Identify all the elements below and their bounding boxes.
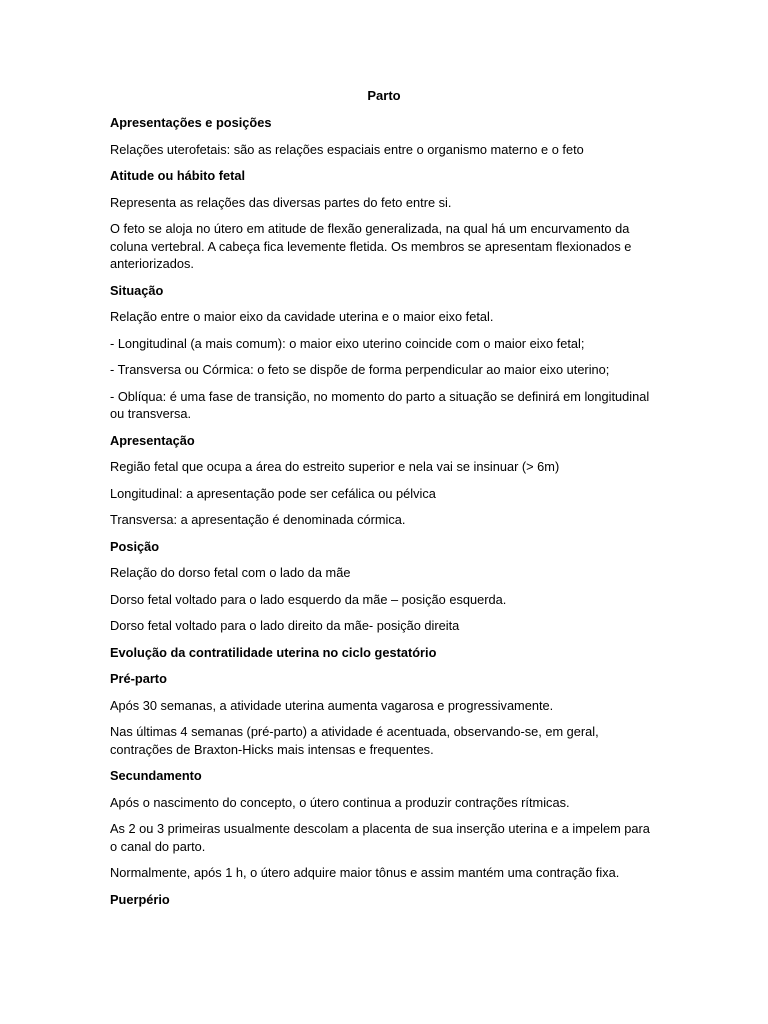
- section-heading: Puerpério: [110, 891, 170, 907]
- section-heading: Posição: [110, 538, 160, 554]
- paragraph: Após 30 semanas, a atividade uterina aumenta vagarosa e progressivamente.: [110, 697, 554, 713]
- document-title: Parto: [367, 88, 401, 103]
- paragraph: Relação entre o maior eixo da cavidade uterina e o maior eixo fetal.: [110, 309, 494, 324]
- paragraph: Representa as relações das diversas partes do feto entre si.: [110, 194, 452, 210]
- list-item: - Transversa ou Córmica: o feto se dispõe de forma perpendicular ao maior eixo uterino;: [110, 362, 610, 377]
- section-heading: Secundamento: [110, 768, 202, 783]
- paragraph: O feto se aloja no útero em atitude de flexão generalizada, na qual há um encurvamento da coluna vertebral. A cabeça fica levemente fletida. Os membros se apresentam flexionados e anteriorizados.: [110, 221, 632, 271]
- paragraph: Relações uterofetais: são as relações espaciais entre o organismo materno e o feto: [110, 141, 584, 157]
- section-heading: Pré-parto: [110, 671, 167, 686]
- document-body: [110, 114, 658, 917]
- paragraph: As 2 ou 3 primeiras usualmente descolam a placenta de sua inserção uterina e a impelem para o canal do parto.: [110, 821, 650, 854]
- paragraph: Relação do dorso fetal com o lado da mãe: [110, 565, 351, 580]
- paragraph: Normalmente, após 1 h, o útero adquire maior tônus e assim mantém uma contração fixa.: [110, 865, 620, 880]
- paragraph: Dorso fetal voltado para o lado direito da mãe- posição direita: [110, 618, 460, 633]
- list-item: - Oblíqua: é uma fase de transição, no momento do parto a situação se definirá em longitudinal ou transversa.: [110, 388, 650, 421]
- section-heading: Situação: [110, 282, 164, 298]
- section-heading: Apresentação: [110, 432, 195, 448]
- paragraph: Dorso fetal voltado para o lado esquerdo da mãe – posição esquerda.: [110, 591, 507, 607]
- section-heading: Evolução da contratilidade uterina no ciclo gestatório: [110, 644, 437, 660]
- section-heading: Atitude ou hábito fetal: [110, 168, 246, 183]
- list-item: - Longitudinal (a mais comum): o maior eixo uterino coincide com o maior eixo fetal;: [110, 335, 585, 351]
- paragraph: Região fetal que ocupa a área do estreito superior e nela vai se insinuar (> 6m): [110, 459, 560, 474]
- paragraph: Longitudinal: a apresentação pode ser cefálica ou pélvica: [110, 485, 436, 501]
- paragraph: Transversa: a apresentação é denominada córmica.: [110, 512, 406, 527]
- section-heading: Apresentações e posições: [110, 115, 272, 130]
- paragraph: Nas últimas 4 semanas (pré-parto) a atividade é acentuada, observando-se, em geral, contrações de Braxton-Hicks mais intensas e frequentes.: [110, 724, 599, 757]
- paragraph: Após o nascimento do concepto, o útero continua a produzir contrações rítmicas.: [110, 794, 570, 810]
